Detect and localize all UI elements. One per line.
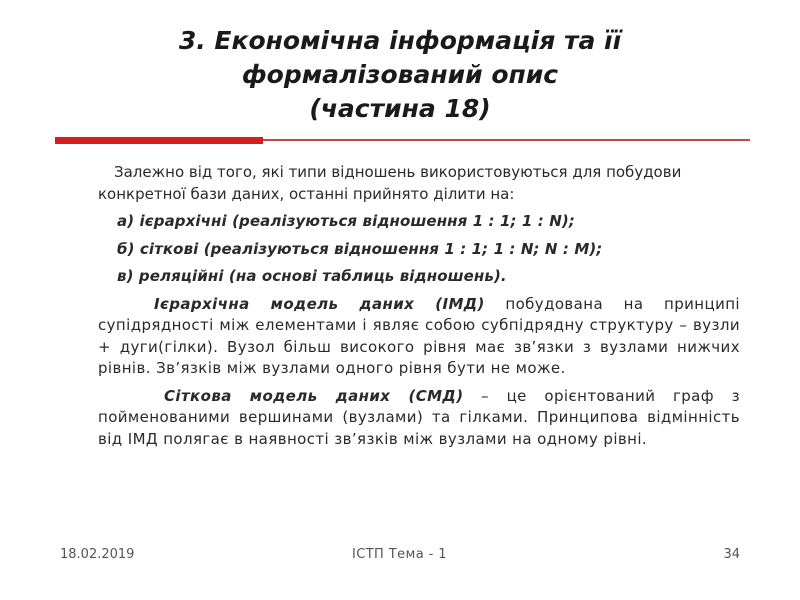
list-item-relational: в) реляційні (на основі таблиць відношень). (117, 267, 507, 285)
footer-page-number: 34 (723, 547, 740, 562)
network-model-term: Сіткова модель даних (СМД) (164, 386, 464, 405)
hierarchical-model-text: побудована на принципі супідрядності між елементами і являє собою субпідрядну структуру – вузли + дуги(гілки). Вузол більш високого рівня має зв’язки з вузлами нижчих рівнів. Зв’язків між вузлами одного рівня бути не може. (98, 294, 741, 377)
slide-title-line-3: (частина 18) (309, 94, 491, 123)
network-model-text: – це орієнтований граф з пойменованими вершинами (вузлами) та гілками. Принципова відмінність від ІМД полягає в наявності зв’язків між вузлами на одному рівні. (98, 386, 740, 448)
title-divider-line (263, 139, 750, 141)
slide-title-line-2: формалізований опис (241, 60, 559, 89)
hierarchical-model-paragraph (98, 294, 740, 380)
hierarchical-model-term: Ієрархічна модель даних (ІМД) (154, 294, 485, 313)
intro-paragraph: Залежно від того, які типи відношень використовуються для побудови конкретної бази даних, останні прийнято ділити на: (98, 163, 682, 203)
slide-body (98, 162, 740, 456)
list-item-hierarchical: а) ієрархічні (реалізуються відношення 1 : 1; 1 : N); (117, 212, 575, 230)
title-accent-bar (55, 137, 263, 144)
list-item-network: б) сіткові (реалізуються відношення 1 : 1; 1 : N; N : M); (117, 239, 603, 258)
slide-title-line-1: 3. Економічна інформація та її (178, 26, 622, 55)
footer-center-text: ІСТП Тема - 1 (352, 547, 447, 562)
network-model-paragraph (98, 386, 740, 451)
slide-title (60, 24, 740, 126)
footer-date: 18.02.2019 (60, 547, 135, 562)
